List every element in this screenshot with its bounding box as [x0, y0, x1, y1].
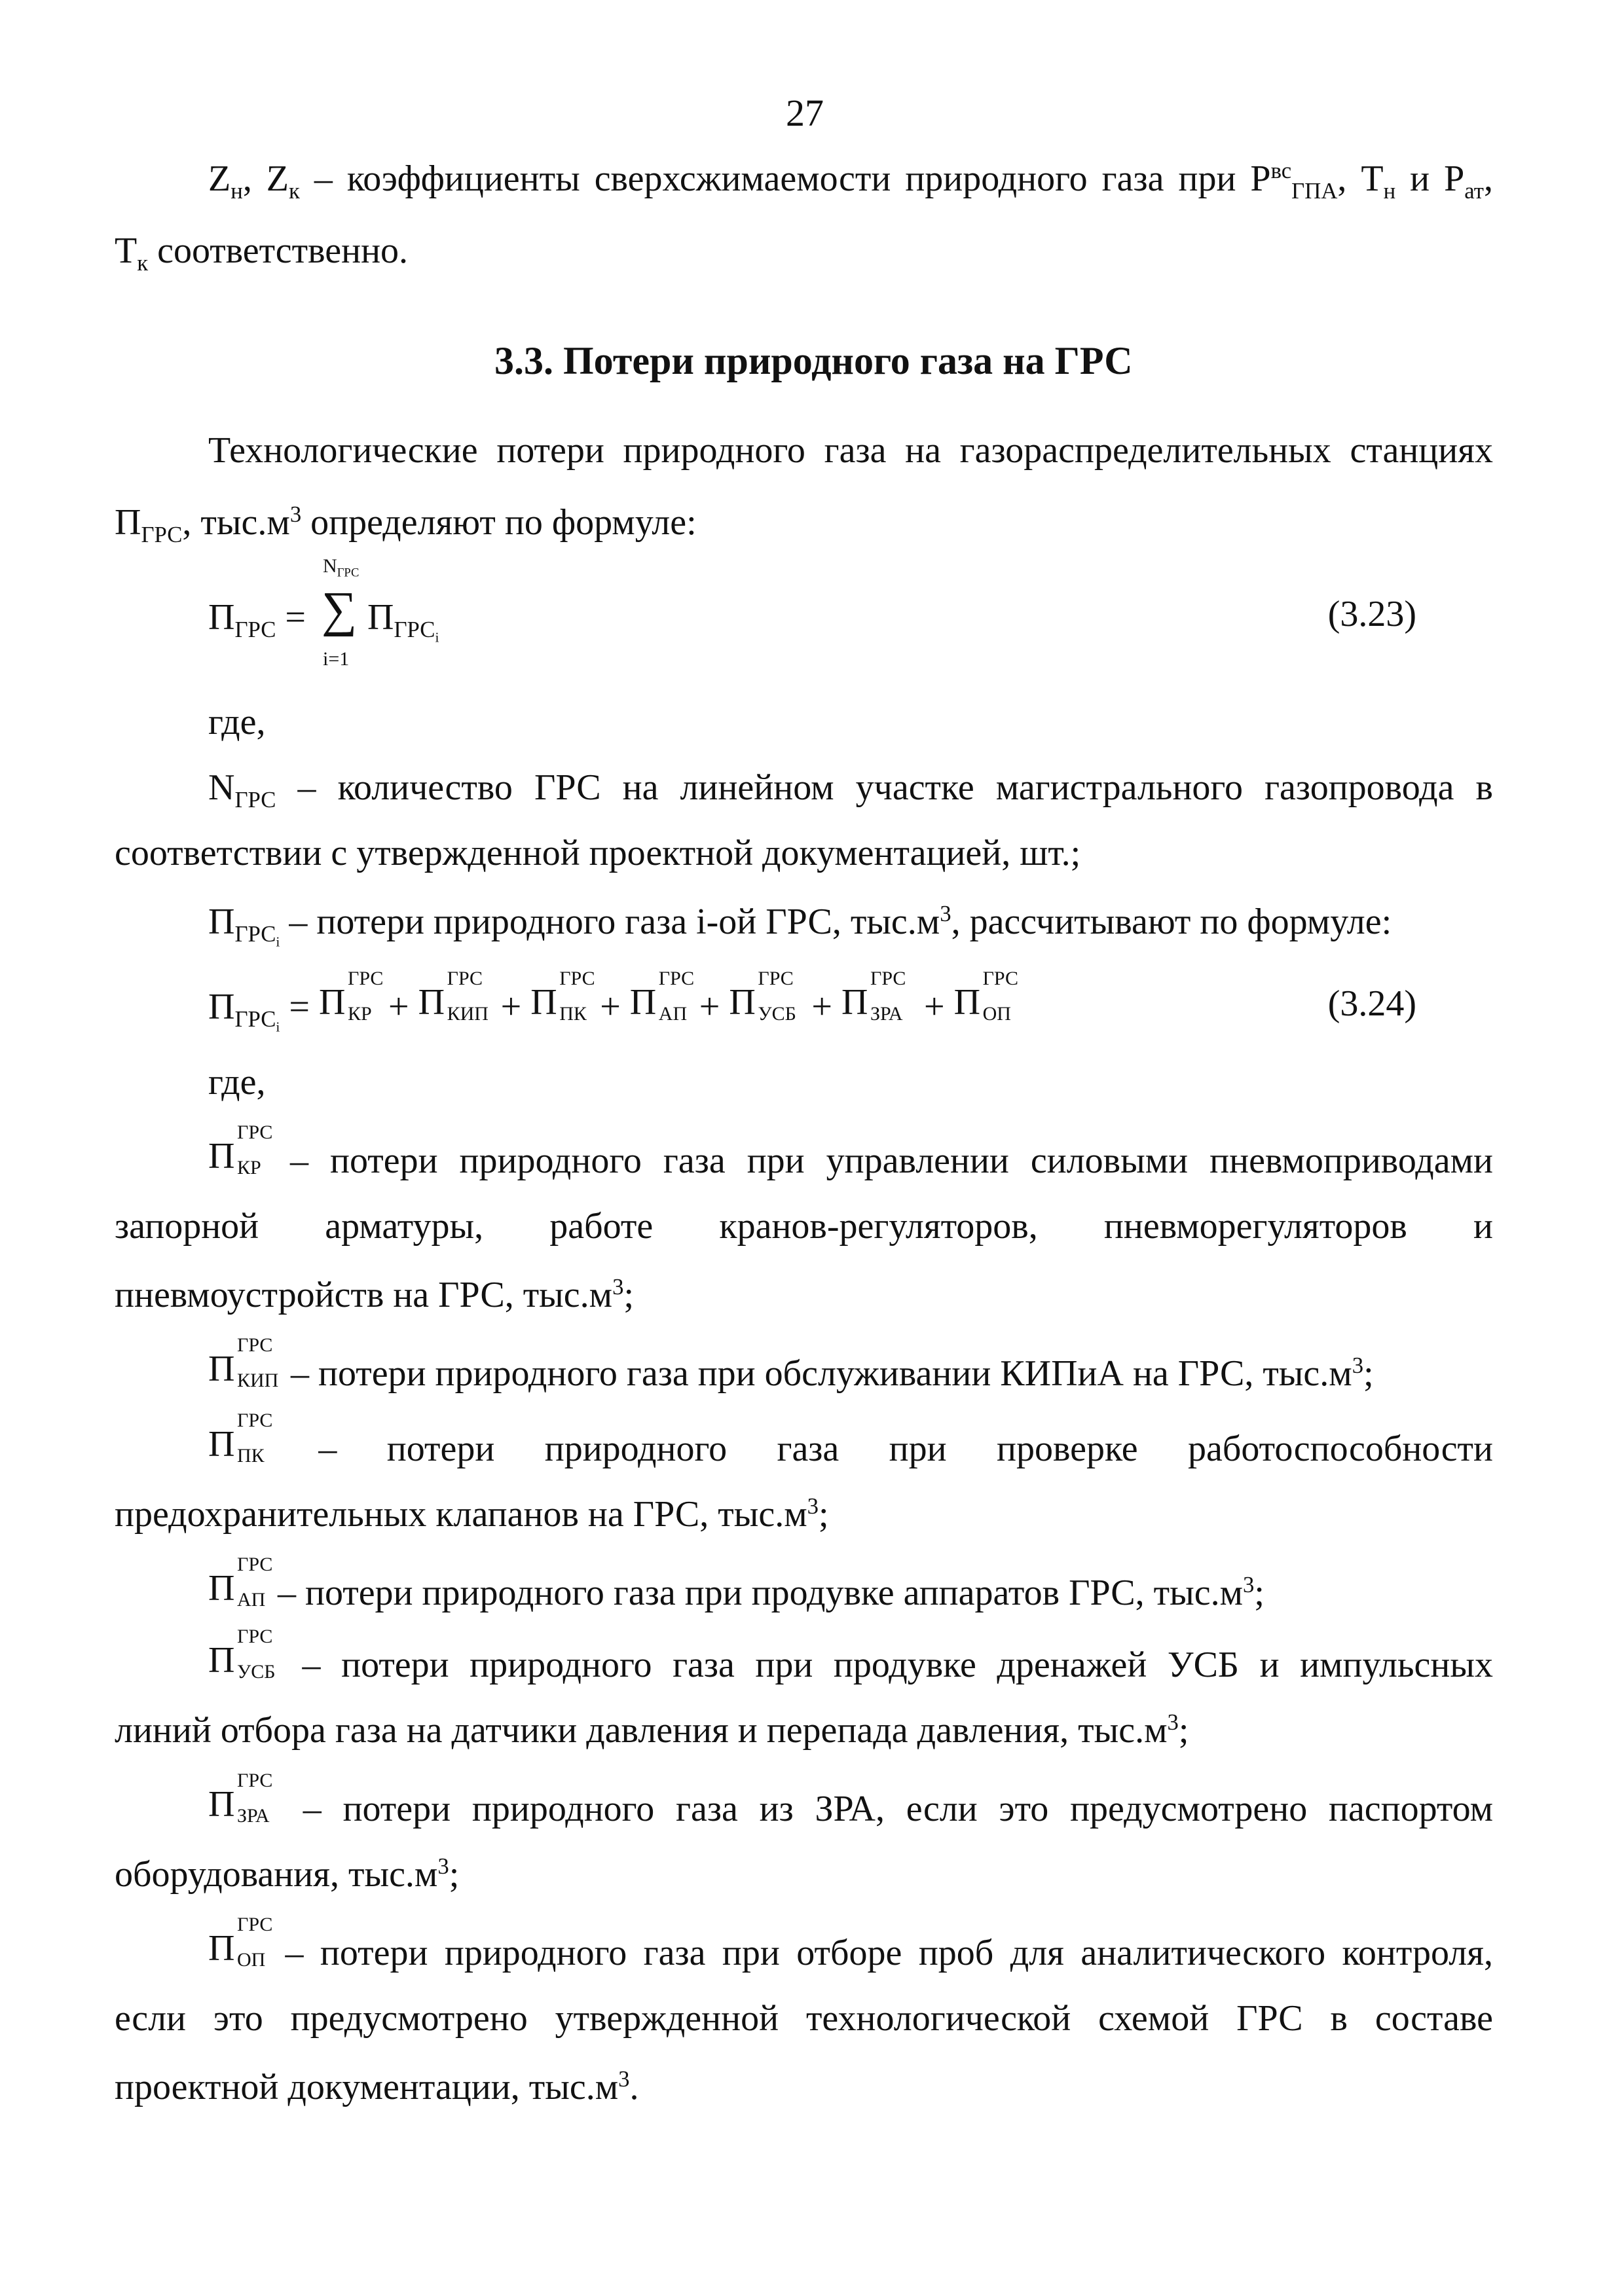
ngrs-def-line-1: $N_{ГРС}$ – количество ГРС на линейном участке магистрального газопровода в [208, 767, 1493, 813]
intro-line-1: $Z_н$, $Z_к$ – коэффициенты сверхсжимаемости природного газа при $P^{вс}_{ГПА}$, $T_н$ и $P_{ат}$, [208, 157, 1493, 204]
pgrsi-def: $П_{ГРС_i}$ – потери природного газа i-ой ГРС, $тыс.м^3$, рассчитывают по формуле: [208, 900, 1392, 950]
def-pk-line-2: предохранительных клапанов на ГРС, $тыс.м^3$; [115, 1493, 829, 1535]
def-kr-line-1: П ГРС КР – потери природного газа при управлении силовыми пневмоприводами [208, 1121, 1493, 1181]
equation-number-3-24: (3.24) [1327, 983, 1416, 1024]
def-op-line-2: если это предусмотрено утвержденной технологической схемой ГРС в составе [115, 1998, 1493, 2039]
def-usb-line-1: П ГРС УСБ – потери природного газа при продувке дренажей УСБ и импульсных [208, 1626, 1493, 1685]
def-zra-line-2: оборудования, $тыс.м^3$; [115, 1853, 460, 1895]
section-heading: 3.3. Потери природного газа на ГРС [494, 339, 1133, 382]
def-kip: П ГРС КИП – потери природного газа при обслуживании КИПиА на ГРС, $тыс.м^3$; [208, 1334, 1374, 1394]
def-pk-line-1: П ГРС ПК – потери природного газа при проверке работоспособности [208, 1410, 1493, 1469]
formula-3-23: $П_{ГРС}$ = $N_{ГРС}$ ∑ i=1 $П_{ГРС_i}$ (3.23) [208, 555, 1416, 670]
def-kr-line-2: запорной арматуры, работе кранов-регуляторов, пневморегуляторов и [115, 1206, 1493, 1247]
def-op-line-3: проектной документации, $тыс.м^3$. [115, 2066, 639, 2107]
def-ap: П ГРС АП – потери природного газа при продувке аппаратов ГРС, $тыс.м^3$; [208, 1554, 1264, 1613]
def-kr-line-3: пневмоустройств на ГРС, $тыс.м^3$; [115, 1273, 635, 1315]
page-number: 27 [786, 92, 824, 134]
formula-3-24: $П_{ГРС_i}$ = П ГРС КР + П ГРС КИП + П ГРС ПК + П ГРС АП + П ГРС УСБ + П ГРС ЗРА + П ГРС ОП (3.24) [208, 968, 1416, 1035]
def-usb-line-2: линий отбора газа на датчики давления и перепада давления, $тыс.м^3$; [115, 1709, 1189, 1751]
def-op-line-1: П ГРС ОП – потери природного газа при отборе проб для аналитического контроля, [208, 1914, 1493, 1973]
where-label-2: где, [208, 1062, 266, 1102]
para1-line-1: Технологические потери природного газа на газораспределительных станциях [208, 430, 1493, 471]
where-label-1: где, [208, 702, 266, 742]
equation-number-3-23: (3.23) [1327, 594, 1416, 634]
def-zra-line-1: П ГРС ЗРА – потери природного газа из ЗРА, если это предусмотрено паспортом [208, 1770, 1493, 1829]
intro-line-2: $T_к$ соответственно. [115, 230, 409, 276]
para1-line-2: $П_{ГРС}$, $тыс.м^3$ определяют по формуле: [115, 501, 697, 548]
sum-symbol: $N_{ГРС}$ ∑ i=1 [322, 555, 360, 670]
ngrs-def-line-2: соответствии с утвержденной проектной документацией, шт.; [115, 833, 1081, 873]
